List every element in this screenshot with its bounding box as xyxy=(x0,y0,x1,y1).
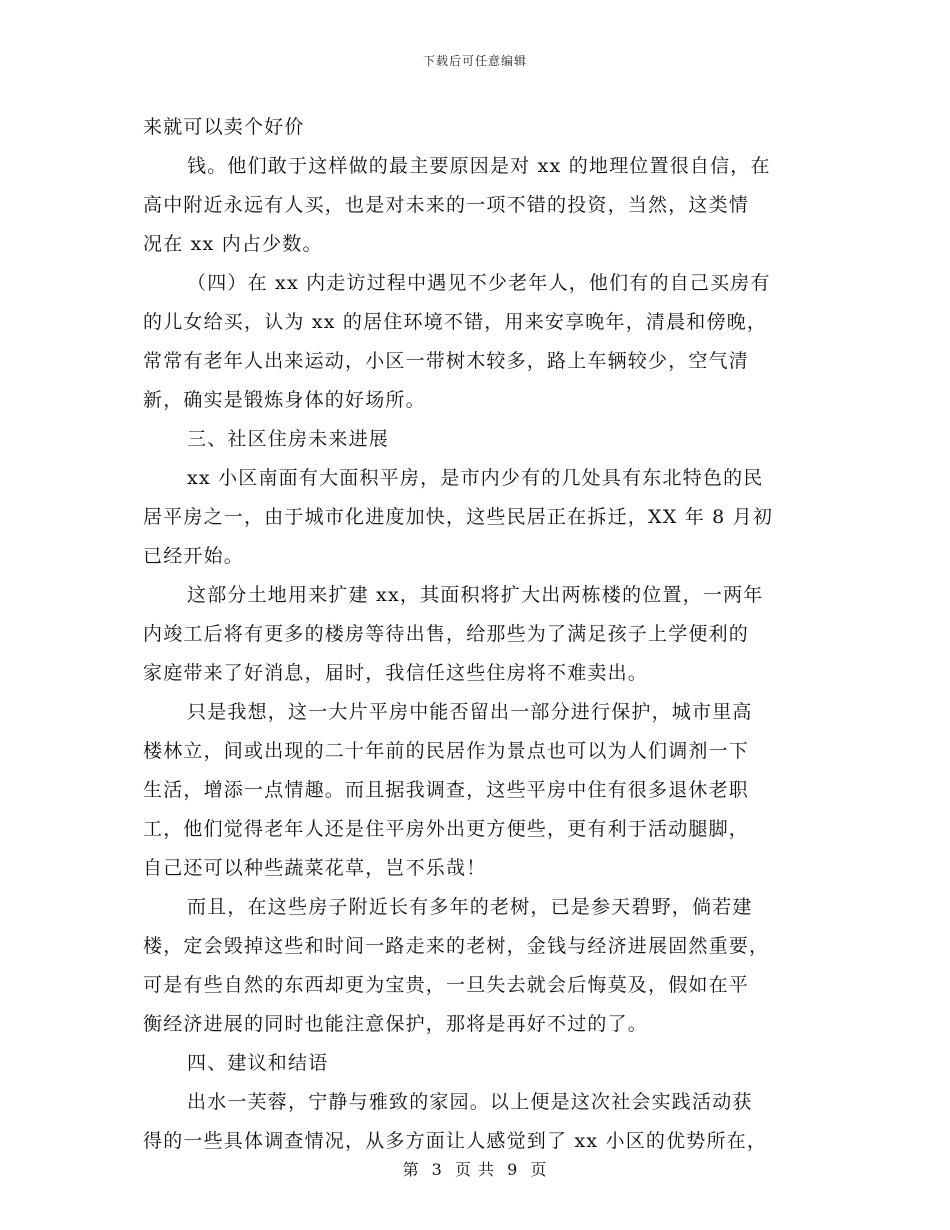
text-line: 内竣工后将有更多的楼房等待出售，给那些为了满足孩子上学便利的 xyxy=(143,623,750,645)
text-line: 家庭带来了好消息，届时，我信任这些住房将不难卖出。 xyxy=(143,662,649,684)
footer-prefix: 第 xyxy=(402,1160,420,1179)
text-line: 出水一芙蓉，宁静与雅致的家园。以上便是这次社会实践活动获 xyxy=(187,1091,753,1113)
page-number: 3 xyxy=(431,1160,443,1179)
page-total: 9 xyxy=(507,1160,519,1179)
section-heading: 四、建议和结语 xyxy=(187,1052,329,1074)
text-line: 已经开始。 xyxy=(143,545,245,567)
text-line: 生活，增添一点情趣。而且据我调查，这些平房中住有很多退休老职 xyxy=(143,779,750,801)
text-line: 新，确实是锻炼身体的好场所。 xyxy=(143,389,426,411)
text-line: 而且，在这些房子附近长有多年的老树，已是参天碧野，倘若建 xyxy=(187,896,753,918)
text-line: 可是有些自然的东西却更为宝贵，一旦失去就会后悔莫及，假如在平 xyxy=(143,974,750,996)
text-line: 只是我想，这一大片平房中能否留出一部分进行保护，城市里高 xyxy=(187,701,753,723)
text-line: 自己还可以种些蔬菜花草，岂不乐哉！ xyxy=(143,857,487,879)
text-line: （四）在 xx 内走访过程中遇见不少老年人，他们有的自己买房有 xyxy=(187,272,771,294)
text-line: xx 小区南面有大面积平房，是市内少有的几处具有东北特色的民 xyxy=(187,467,764,489)
text-line: 衡经济进展的同时也能注意保护，那将是再好不过的了。 xyxy=(143,1013,649,1035)
text-line: 这部分土地用来扩建 xx，其面积将扩大出两栋楼的位置，一两年 xyxy=(187,584,764,606)
text-line: 况在 xx 内占少数。 xyxy=(143,233,323,255)
text-line: 高中附近永远有人买，也是对未来的一项不错的投资，当然，这类情 xyxy=(143,194,750,216)
text-line: 常常有老年人出来运动，小区一带树木较多，路上车辆较少，空气清 xyxy=(143,350,750,372)
section-heading: 三、社区住房未来进展 xyxy=(187,428,390,450)
document-body xyxy=(143,108,807,1161)
text-line: 工，他们觉得老年人还是住平房外出更方便些，更有利于活动腿脚， xyxy=(143,818,750,840)
text-line: 楼，定会毁掉这些和时间一路走来的老树，金钱与经济进展固然重要， xyxy=(143,935,770,957)
text-line: 的儿女给买，认为 xx 的居住环境不错，用来安享晚年，清晨和傍晚， xyxy=(143,311,768,333)
text-line: 楼林立，间或出现的二十年前的民居作为景点也可以为人们调剂一下 xyxy=(143,740,750,762)
page-header-note: 下载后可任意编辑 xyxy=(422,54,527,68)
text-line: 居平房之一，由于城市化进度加快，这些民居正在拆迁，XX 年 8 月初 xyxy=(143,506,774,528)
text-line: 钱。他们敢于这样做的最主要原因是对 xx 的地理位置很自信，在 xyxy=(187,155,771,177)
footer-suffix: 页 xyxy=(530,1160,548,1179)
text-line: 来就可以卖个好价 xyxy=(143,116,305,138)
footer-mid: 页 共 xyxy=(454,1160,496,1179)
page-footer xyxy=(0,1157,950,1180)
text-line: 得的一些具体调查情况，从多方面让人感觉到了 xx 小区的优势所在， xyxy=(143,1130,768,1152)
